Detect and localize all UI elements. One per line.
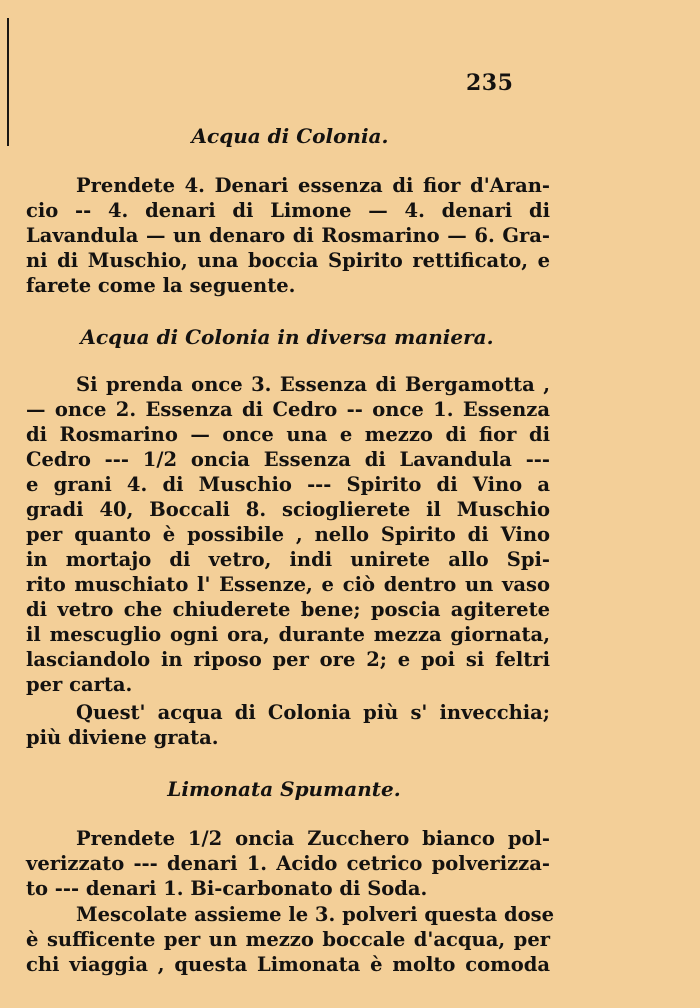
text-line: il mescuglio ogni ora, durante mezza giornata, (26, 623, 550, 646)
section-title-acqua-di-colonia: Acqua di Colonia. (191, 124, 389, 148)
text-line: più diviene grata. (26, 726, 219, 749)
text-line: ni di Muschio, una boccia Spirito rettificato, e (26, 249, 550, 272)
text-line: lasciandolo in riposo per ore 2; e poi si feltri (26, 648, 550, 671)
text-line: per carta. (26, 673, 133, 696)
text-line: di vetro che chiuderete bene; poscia agiterete (26, 598, 550, 621)
text-line: verizzato --- denari 1. Acido cetrico polverizza- (26, 852, 550, 875)
text-line: di Rosmarino — once una e mezzo di fior di (26, 423, 550, 446)
text-line: Quest' acqua di Colonia più s' invecchia; (76, 701, 550, 724)
text-line: Lavandula — un denaro di Rosmarino — 6. Gra- (26, 224, 550, 247)
text-line: è sufficente per un mezzo boccale d'acqua, per (26, 928, 550, 951)
text-line: per quanto è possibile , nello Spirito di Vino (26, 523, 550, 546)
recipe-paragraph (26, 826, 550, 901)
text-line: Cedro --- 1/2 oncia Essenza di Lavandula --- (26, 448, 550, 471)
text-line: Mescolate assieme le 3. polveri questa dose (76, 903, 554, 926)
text-line: e grani 4. di Muschio --- Spirito di Vino a (26, 473, 550, 496)
text-line: Si prenda once 3. Essenza di Bergamotta , (76, 373, 550, 396)
text-line: to --- denari 1. Bi-carbonato di Soda. (26, 877, 428, 900)
text-line: cio -- 4. denari di Limone — 4. denari di (26, 199, 550, 222)
text-line: — once 2. Essenza di Cedro -- once 1. Essenza (26, 398, 550, 421)
section-title-acqua-di-colonia-diversa: Acqua di Colonia in diversa maniera. (80, 325, 494, 349)
recipe-paragraph (26, 173, 550, 298)
text-line: rito muschiato l' Essenze, e ciò dentro un vaso (26, 573, 550, 596)
text-line: in mortajo di vetro, indi unirete allo Spi- (26, 548, 550, 571)
recipe-paragraph (26, 372, 550, 697)
text-line: gradi 40, Boccali 8. scioglierete il Muschio (26, 498, 550, 521)
text-line: farete come la seguente. (26, 274, 296, 297)
text-line: Prendete 4. Denari essenza di fior d'Aran- (76, 174, 550, 197)
recipe-paragraph (26, 902, 554, 977)
page-number: 235 (466, 70, 514, 96)
binding-line (7, 18, 9, 146)
text-line: chi viaggia , questa Limonata è molto comoda (26, 953, 550, 976)
section-title-limonata-spumante: Limonata Spumante. (167, 777, 401, 801)
recipe-paragraph (26, 700, 550, 750)
text-line: Prendete 1/2 oncia Zucchero bianco pol- (76, 827, 550, 850)
